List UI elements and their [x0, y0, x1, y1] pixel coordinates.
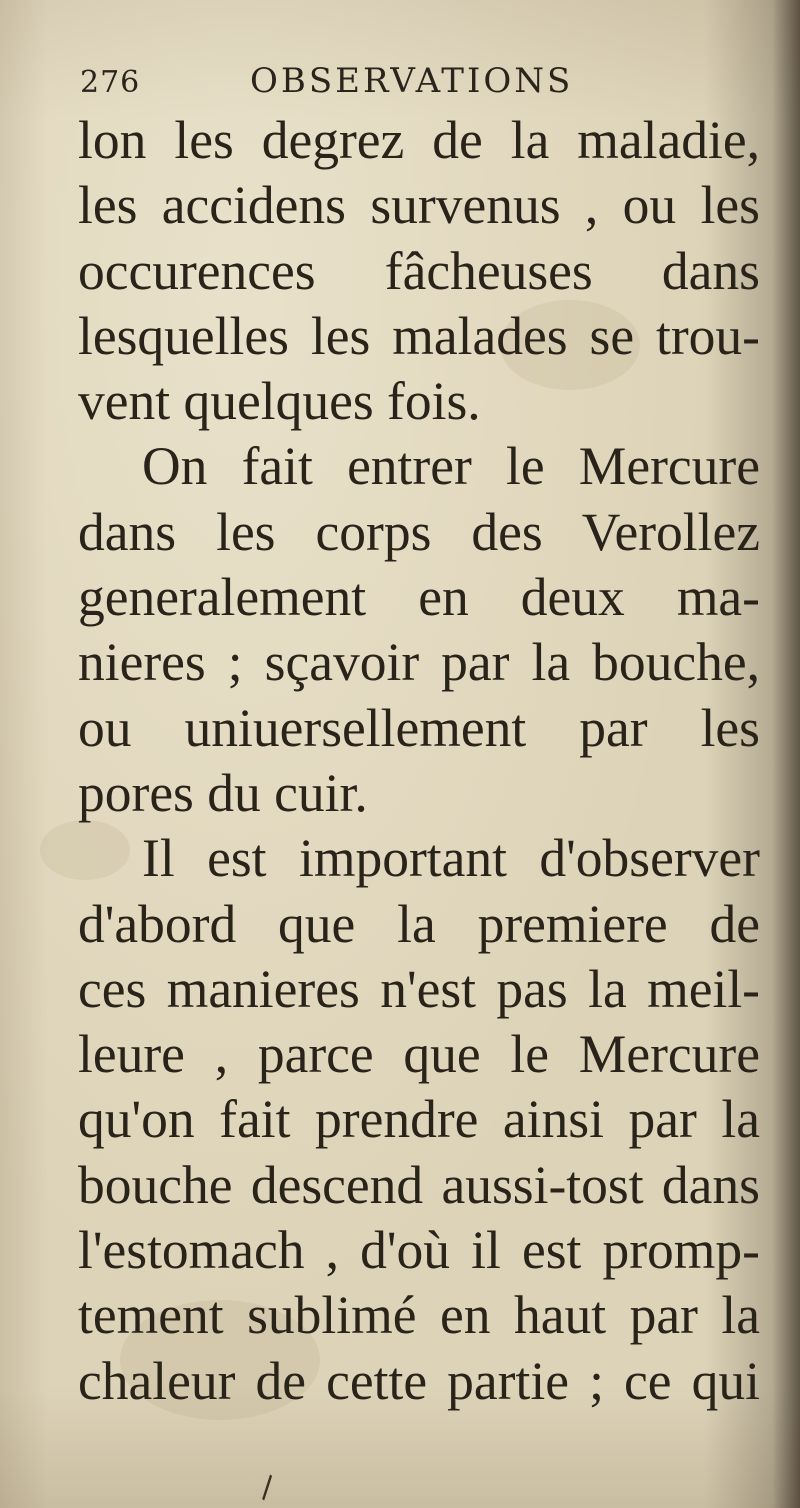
text-line: d'abord que la premiere de [78, 893, 760, 954]
text-line: les accidens survenus , ou les [78, 175, 760, 236]
text-line: pores du cuir. [78, 762, 368, 823]
page-number: 276 [80, 65, 141, 100]
text-line: nieres ; sçavoir par la bouche, [78, 632, 760, 693]
binding-shadow [772, 0, 800, 1508]
text-line: generalement en deux ma- [78, 567, 760, 628]
body-text [78, 108, 760, 1414]
paragraph-first-line: On fait entrer le Mercure [142, 436, 760, 497]
text-line: vent quelques fois. [78, 371, 481, 432]
text-line: leure , parce que le Mercure [78, 1024, 760, 1085]
text-line: l'estomach , d'où il est promp- [78, 1220, 760, 1281]
page-header [80, 55, 640, 105]
text-line: qu'on fait prendre ainsi par la [78, 1089, 760, 1150]
text-line: ou uniuersellement par les [78, 697, 760, 758]
text-line: ces manieres n'est pas la meil- [78, 958, 760, 1019]
text-line: tement sublimé en haut par la [78, 1285, 760, 1346]
text-line: occurences fâcheuses dans [78, 240, 760, 301]
text-line: lon les degrez de la maladie, [78, 110, 760, 170]
text-line: lesquelles les malades se trou- [78, 305, 760, 366]
text-line: dans les corps des Verollez [78, 501, 760, 562]
text-line: chaleur de cette partie ; ce qui [78, 1350, 760, 1411]
running-head: OBSERVATIONS [250, 61, 574, 101]
text-line: bouche descend aussi-tost dans [78, 1154, 760, 1215]
ink-mark: \ [252, 1470, 282, 1505]
paragraph-first-line: Il est important d'observer [142, 828, 760, 889]
